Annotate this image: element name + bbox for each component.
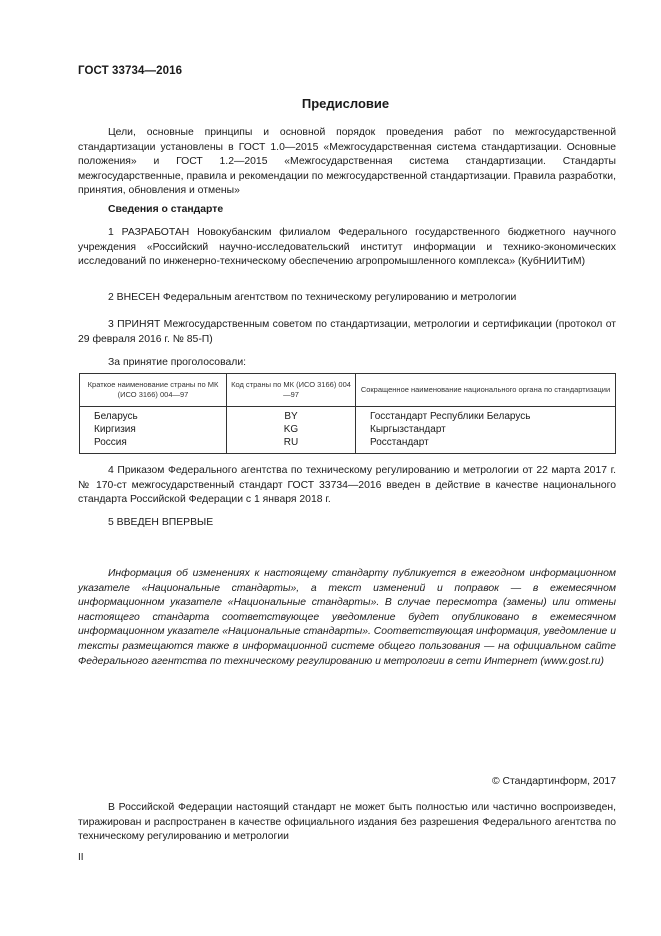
- cell-code: RU: [227, 436, 356, 454]
- header-authority: Сокращенное наименование национального органа по стандартизации: [356, 374, 616, 407]
- cell-authority: Госстандарт Республики Беларусь: [356, 407, 616, 424]
- item-enacted: 4 Приказом Федерального агентства по техническому регулированию и метрологии от 22 марта 2017 г. № 170-ст межгосударственный стандарт ГОСТ 33734—2016 введен в действие в качестве национального стандарта Российской Федерации с 1 января 2018 г.: [78, 465, 616, 506]
- cell-country: Россия: [80, 436, 227, 454]
- cell-authority: Росстандарт: [356, 436, 616, 454]
- intro-paragraph: Цели, основные принципы и основной порядок проведения работ по межгосударственной стандартизации установлены в ГОСТ 1.0—2015 «Межгосударственная система стандартизации. Основные положения» и ГОСТ 1.2—2015 «Межгосударственная система стандартизации. Стандарты межгосударственные, правила и рекомендации по межгосударственной стандартизации. Правила разработки, принятия, обновления и отмены»: [78, 127, 616, 197]
- page-title: Предисловие: [301, 96, 390, 111]
- header-code: Код страны по МК (ИСО 3166) 004 —97: [227, 374, 356, 407]
- voting-table: [79, 373, 616, 454]
- item-first-time: 5 ВВЕДЕН ВПЕРВЫЕ: [108, 517, 214, 528]
- copyright: © Стандартинформ, 2017: [491, 776, 616, 787]
- table-row: [80, 423, 616, 436]
- table-header-row: [80, 374, 616, 407]
- cell-code: KG: [227, 423, 356, 436]
- page-number: II: [78, 852, 84, 863]
- cell-authority: Кыргызстандарт: [356, 423, 616, 436]
- item-introduced: 2 ВНЕСЕН Федеральным агентством по техническому регулированию и метрологии: [108, 292, 517, 303]
- document-code: ГОСТ 33734—2016: [78, 65, 183, 77]
- rights-paragraph: В Российской Федерации настоящий стандарт не может быть полностью или частично воспроизведен, тиражирован и распространен в качестве официального издания без разрешения Федерального агентства по техническому регулированию и метрологии: [78, 802, 616, 843]
- cell-code: BY: [227, 407, 356, 424]
- cell-country: Беларусь: [80, 407, 227, 424]
- table-row: [80, 436, 616, 454]
- table-row: [80, 407, 616, 424]
- notice-paragraph: Информация об изменениях к настоящему стандарту публикуется в ежегодном информационном указателе «Национальные стандарты», а текст изменений и поправок — в ежемесячном информационном указателе «Национальные стандарты». В случае пересмотра (замены) или отмены настоящего стандарта соответствующее уведомление будет опубликовано в ежемесячном информационном указателе «Национальные стандарты». Соответствующая информация, уведомление и тексты размещаются также в информационной системе общего пользования — на официальном сайте Федерального агентства по техническому регулированию и метрологии в сети Интернет (www.gost.ru): [78, 568, 616, 667]
- cell-country: Киргизия: [80, 423, 227, 436]
- header-country: Краткое наименование страны по МК (ИСО 3166) 004—97: [80, 374, 227, 407]
- info-heading: Сведения о стандарте: [108, 204, 224, 215]
- item-developed: 1 РАЗРАБОТАН Новокубанским филиалом Федерального государственного бюджетного научного учреждения «Российский научно-исследовательский институт информации и технико-экономических исследований по инженерно-техническому обеспечению агропромышленного комплекса» (КубНИИТиМ): [78, 227, 616, 268]
- voted-label: За принятие проголосовали:: [108, 357, 247, 368]
- item-accepted: 3 ПРИНЯТ Межгосударственным советом по стандартизации, метрологии и сертификации (протокол от 29 февраля 2016 г. № 85-П): [78, 319, 616, 345]
